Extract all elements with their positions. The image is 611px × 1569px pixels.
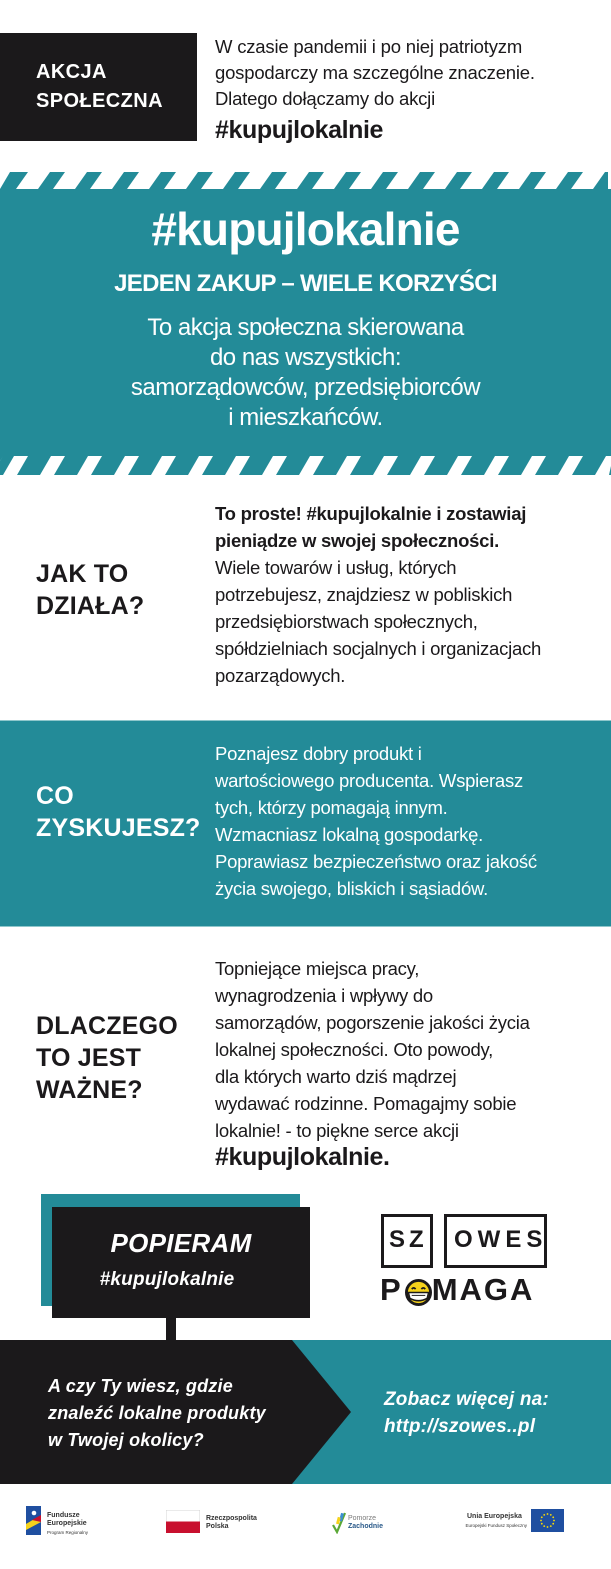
section-body-how-it-works <box>215 500 605 689</box>
heading-line: ZYSKUJESZ? <box>36 814 201 842</box>
body-line: wynagrodzenia i wpływy do <box>215 985 433 1006</box>
tagline-rest: MAGA <box>431 1272 535 1307</box>
polish-flag-icon <box>166 1510 200 1533</box>
section-body-why-important <box>215 955 605 1144</box>
intro-line: Dlatego dołączamy do akcji <box>215 88 435 109</box>
logo-line: Unia Europejska <box>467 1513 522 1520</box>
sign-title: POPIERAM <box>110 1228 252 1258</box>
body-line: życia swojego, bliskich i sąsiadów. <box>215 878 488 899</box>
footer-logo-eu <box>452 1509 567 1535</box>
question-line: A czy Ty wiesz, gdzie <box>48 1376 233 1396</box>
heading-line: CO <box>36 782 74 810</box>
question-line: w Twojej okolicy? <box>48 1430 204 1450</box>
intro-text <box>215 34 605 112</box>
eu-funds-icon <box>26 1506 41 1535</box>
cta-link[interactable]: http://szowes..pl <box>384 1416 536 1437</box>
logo-text-sz: SZ <box>389 1226 428 1253</box>
masked-smiley-icon <box>405 1279 432 1306</box>
section-heading-benefits <box>36 780 201 844</box>
section-heading-why-important <box>36 1010 178 1106</box>
body-line: tych, którzy pomagają innym. <box>215 797 448 818</box>
sign-pole <box>166 1318 176 1342</box>
banner-cta <box>384 1386 604 1440</box>
hero-description <box>0 313 611 433</box>
heading-line: JAK TO <box>36 560 129 588</box>
body-line: lokalnej społeczności. Oto powody, <box>215 1039 494 1060</box>
social-action-label <box>36 58 163 116</box>
eu-flag-icon <box>531 1509 564 1532</box>
logo-sub: Europejski Fundusz Społeczny <box>465 1523 527 1528</box>
body-line: Wiele towarów i usług, których <box>215 557 457 578</box>
body-line: wartościowego producenta. Wspierasz <box>215 770 523 791</box>
footer-logo-poland <box>166 1510 276 1534</box>
logo-sub: Program Regionalny <box>47 1530 89 1535</box>
body-bold-line: pieniądze w swojej społeczności. <box>215 530 499 551</box>
body-line: Poprawiasz bezpieczeństwo oraz jakość <box>215 851 537 872</box>
heading-line: DLACZEGO <box>36 1012 178 1040</box>
hero-subtitle: JEDEN ZAKUP – WIELE KORZYŚCI <box>114 270 497 297</box>
banner-question <box>48 1373 338 1454</box>
body-bold-line: To proste! #kupujlokalnie i zostawiaj <box>215 503 527 524</box>
hero-line: do nas wszystkich: <box>209 344 402 371</box>
question-line: znaleźć lokalne produkty <box>48 1403 266 1423</box>
pomorze-zachodnie-icon <box>332 1511 346 1534</box>
hero-hashtag: #kupujlokalnie <box>151 203 460 255</box>
hero-line: To akcja społeczna skierowana <box>147 314 464 341</box>
logo-text-owes: OWES <box>454 1226 548 1253</box>
body-line: dla których warto dziś mądrzej <box>215 1066 457 1087</box>
body-line: wydawać rodzinne. Pomagajmy sobie <box>215 1093 517 1114</box>
badge-line-2: SPOŁECZNA <box>36 90 163 112</box>
logo-line: Pomorze <box>348 1515 377 1522</box>
sign-hashtag: #kupujlokalnie <box>99 1269 235 1290</box>
body-line: Topniejące miejsca pracy, <box>215 958 420 979</box>
section-heading-how-it-works <box>36 558 144 622</box>
heading-line: DZIAŁA? <box>36 592 145 620</box>
logo-line: Rzeczpospolita <box>206 1515 257 1522</box>
logo-line: Europejskie <box>47 1520 87 1527</box>
logo-tagline <box>380 1272 534 1308</box>
stripe-pattern-bottom <box>0 456 611 475</box>
section-body-benefits <box>215 740 605 902</box>
heading-line: WAŻNE? <box>36 1076 143 1104</box>
intro-hashtag: #kupujlokalnie <box>215 116 384 144</box>
logo-line: Fundusze <box>47 1512 80 1519</box>
stripe-pattern-top <box>0 172 611 189</box>
tagline-p: P <box>380 1272 403 1307</box>
footer-logo-eu-funds <box>26 1506 126 1536</box>
body-line: lokalnie! - to piękne serce akcji <box>215 1120 459 1141</box>
body-line: spółdzielniach socjalnych i organizacjach <box>215 638 542 659</box>
body-line: Poznajesz dobry produkt i <box>215 743 422 764</box>
cta-label: Zobacz więcej na: <box>384 1389 549 1410</box>
body-line: przedsiębiorstwach społecznych, <box>215 611 478 632</box>
hero-line: i mieszkańców. <box>228 404 383 431</box>
body-line: Wzmacniasz lokalną gospodarkę. <box>215 824 484 845</box>
badge-line-1: AKCJA <box>36 61 107 83</box>
logo-line: Zachodnie <box>348 1523 384 1530</box>
intro-line: W czasie pandemii i po niej patriotyzm <box>215 36 523 57</box>
body-line: potrzebujesz, znajdziesz w pobliskich <box>215 584 513 605</box>
closing-hashtag: #kupujlokalnie. <box>215 1143 390 1171</box>
intro-line: gospodarczy ma szczególne znaczenie. <box>215 62 535 83</box>
body-line: pozarządowych. <box>215 665 346 686</box>
hero-line: samorządowców, przedsiębiorców <box>130 374 481 401</box>
heading-line: TO JEST <box>36 1044 142 1072</box>
body-line: samorządów, pogorszenie jakości życia <box>215 1012 530 1033</box>
logo-line: Polska <box>206 1523 229 1530</box>
support-sign <box>52 1207 310 1318</box>
footer-logo-pomorze <box>332 1511 402 1535</box>
